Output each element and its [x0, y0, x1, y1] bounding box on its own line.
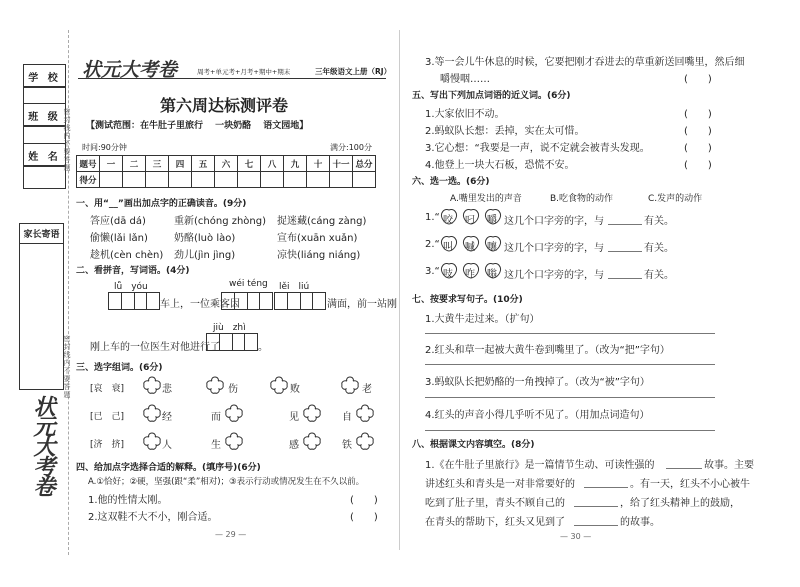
- test-scope: 【测试范围：在牛肚子里旅行 一块奶酪 语文园地】: [86, 121, 309, 131]
- q7-answer-line[interactable]: [425, 430, 715, 431]
- q1-item[interactable]: 捉迷藏(cáng zàng): [277, 216, 367, 227]
- q8-answer-blank[interactable]: [666, 468, 702, 469]
- q8-answer-blank[interactable]: [574, 525, 618, 526]
- q6-answer-blank[interactable]: [608, 278, 642, 279]
- name-field[interactable]: [23, 165, 66, 189]
- header-subtitle: 周考+单元考+月考+期中+期末: [197, 68, 291, 76]
- q6-option: A.嘴里发出的声音: [450, 194, 522, 204]
- flower-blank[interactable]: [302, 404, 322, 422]
- q8-text: 的故事。: [620, 517, 660, 528]
- q6-answer-blank[interactable]: [608, 251, 642, 252]
- q6-row-tail: 有关。: [644, 216, 674, 227]
- score-cell: 二: [123, 156, 146, 172]
- score-cell: 总分: [353, 156, 376, 172]
- q5-item: 1.大家依旧不动。: [425, 109, 505, 120]
- sidebar-brand-logo: 状元大考卷: [30, 395, 56, 495]
- score-cell: 三: [146, 156, 169, 172]
- q8-text: 吃到了肚子里，青头不顾自己的: [425, 498, 565, 509]
- class-label: 班 级: [23, 103, 66, 127]
- q3-word: 老: [362, 384, 372, 395]
- q8-title: 八、根据课文内容填空。(8分): [412, 440, 535, 450]
- score-cell: 一: [100, 156, 123, 172]
- q3-word: 铁: [342, 440, 352, 451]
- score-cell: 题号: [77, 156, 100, 172]
- q8-answer-blank[interactable]: [584, 487, 628, 488]
- score-input[interactable]: [192, 172, 215, 188]
- flower-blank[interactable]: [302, 432, 322, 450]
- header-grade: 三年级语文上册（RJ）: [315, 67, 392, 76]
- score-input[interactable]: [261, 172, 284, 188]
- q3-word: 悲: [162, 384, 172, 395]
- q1-item[interactable]: 趁机(cèn chèn): [90, 250, 164, 261]
- q2-pinyin-3: lěi liú: [279, 282, 310, 292]
- q7-item: 3.蚂蚁队长把奶酪的一角拽掉了。（改为“被”字句）: [425, 377, 650, 388]
- q5-answer-paren[interactable]: ( ): [684, 126, 712, 137]
- score-row-label: 得分: [77, 172, 100, 188]
- q1-item[interactable]: 偷懒(lǎi lǎn): [90, 233, 148, 244]
- q7-answer-line[interactable]: [425, 397, 715, 398]
- q2-pinyin-4: jiù zhì: [213, 323, 246, 333]
- flower-blank[interactable]: [142, 376, 162, 394]
- score-cell: 六: [215, 156, 238, 172]
- score-cell: 十: [307, 156, 330, 172]
- q4-title: 四、给加点字选择合适的解释。(填序号)(6分): [76, 463, 261, 473]
- q2-sentence-3: 刚上车的一位医生对他进行了: [90, 342, 220, 353]
- q6-row-number: 1.“: [425, 212, 440, 223]
- q2-pinyin-2: wéi téng: [229, 279, 268, 289]
- q3-word: 经: [162, 412, 172, 423]
- q6-row-tail: 有关。: [644, 243, 674, 254]
- page-number-left: — 29 —: [215, 530, 247, 539]
- q7-title: 七、按要求写句子。(10分): [412, 295, 523, 305]
- q2-sentence-1: 车上，一位乘客因: [160, 299, 240, 310]
- q7-answer-line[interactable]: [425, 364, 715, 365]
- q8-answer-blank[interactable]: [574, 506, 618, 507]
- q5-title: 五、写出下列加点词语的近义词。(6分): [412, 91, 571, 101]
- q6-char: 嗡: [487, 269, 497, 280]
- flower-blank[interactable]: [355, 432, 375, 450]
- q2-writing-grid-4[interactable]: [206, 333, 258, 351]
- page-divider: [399, 30, 400, 550]
- q3-pair: [已 己]: [90, 412, 125, 422]
- parent-message-box[interactable]: [19, 223, 64, 390]
- q3-title: 三、选字组词。(6分): [76, 363, 163, 373]
- q3-word: 自: [342, 412, 352, 423]
- q4-item: 2.这双鞋不大不小，刚合适。: [88, 512, 218, 523]
- q6-char: 咋: [465, 269, 475, 280]
- score-input[interactable]: [284, 172, 307, 188]
- score-cell: 十一: [330, 156, 353, 172]
- score-cell: 五: [192, 156, 215, 172]
- score-input[interactable]: [215, 172, 238, 188]
- q8-text: 。有一天，红头不小心被牛: [630, 479, 750, 490]
- q1-item[interactable]: 劲儿(jìn jìng): [174, 250, 236, 261]
- q1-title: 一、用“__”画出加点字的正确读音。(9分): [76, 199, 247, 209]
- q8-text: 在青头的帮助下，红头又见到了: [425, 517, 565, 528]
- q2-writing-grid-3[interactable]: [274, 292, 326, 310]
- q5-item: 3.它心想：“我要是一声，说不定就会被青头发现。: [425, 143, 650, 154]
- q4-answer-paren[interactable]: ( ): [350, 495, 378, 506]
- score-input[interactable]: [330, 172, 353, 188]
- q5-item: 4.他登上一块大石板，恐慌不安。: [425, 160, 575, 171]
- q8-text: 1.《在牛肚子里旅行》是一篇情节生动、可读性强的: [425, 460, 655, 471]
- q3-word: 而: [211, 412, 221, 423]
- full-score: 满分:100分: [330, 143, 372, 152]
- page-number-right: — 30 —: [560, 532, 592, 541]
- q6-row-text: 这几个口字旁的字，与: [504, 243, 604, 254]
- q7-answer-line[interactable]: [425, 333, 715, 334]
- q1-item[interactable]: 奶酪(luò lào): [174, 233, 236, 244]
- score-cell: 八: [261, 156, 284, 172]
- q4-item-3: 3.等一会儿牛休息的时候，它要把刚才吞进去的草重新送回嘴里，然后细: [425, 57, 745, 68]
- q6-option: B.吃食物的动作: [550, 194, 614, 204]
- q5-item: 2.蚂蚁队长想：丢掉，实在太可惜。: [425, 126, 585, 137]
- score-input[interactable]: [100, 172, 123, 188]
- q3-word: 败: [290, 384, 300, 395]
- header-rule: [78, 78, 386, 79]
- q3-word: 伤: [228, 384, 238, 395]
- q6-row-text: 这几个口字旁的字，与: [504, 270, 604, 281]
- q1-item[interactable]: 凉快(liáng niáng): [277, 250, 361, 261]
- q7-item: 2.红头和草一起被大黄牛卷到嘴里了。（改为“把”字句）: [425, 345, 670, 356]
- q6-char: 嚼: [487, 215, 497, 226]
- q3-word: 感: [289, 440, 299, 451]
- flower-blank[interactable]: [142, 404, 162, 422]
- q8-text: 讲述红头和青头是一对非常要好的: [425, 479, 575, 490]
- q6-char: 喊: [465, 242, 475, 253]
- q2-sentence-2: 满面，前一站刚: [327, 299, 397, 310]
- page-title: 第六周达标测评卷: [160, 96, 289, 115]
- q6-char: 嚷: [487, 242, 497, 253]
- q3-pair: [哀 衰]: [90, 384, 125, 394]
- q6-title: 六、选一选。(6分): [412, 177, 490, 187]
- q2-pinyin-1: lǚ yóu: [114, 282, 148, 292]
- q4-item-3-cont: 嚼慢咽……: [440, 74, 490, 85]
- q7-item: 1.大黄牛走过来。（扩句）: [425, 314, 540, 325]
- q6-char: 叫: [443, 242, 453, 253]
- q2-title: 二、看拼音，写词语。(4分): [76, 266, 190, 276]
- q5-answer-paren[interactable]: ( ): [684, 109, 712, 120]
- q3-word: 生: [211, 440, 221, 451]
- q4-item: 1.他的性情太刚。: [88, 495, 168, 506]
- q5-answer-paren[interactable]: ( ): [684, 143, 712, 154]
- q6-answer-blank[interactable]: [608, 224, 642, 225]
- q8-text: 故事。主要: [704, 460, 754, 471]
- score-input[interactable]: [353, 172, 376, 188]
- q6-char: 咬: [443, 215, 453, 226]
- q5-answer-paren[interactable]: ( ): [684, 160, 712, 171]
- q2-sentence-4: 。: [258, 342, 268, 353]
- flower-blank[interactable]: [269, 376, 289, 394]
- score-input[interactable]: [169, 172, 192, 188]
- score-table-score-row: [77, 172, 376, 188]
- q4-definitions: A.①恰好；②硬，坚强(跟“柔”相对)；③表示行动或情况发生在不久以前。: [88, 477, 365, 487]
- q4-answer-paren[interactable]: ( ): [350, 512, 378, 523]
- q7-item: 4.红头的声音小得几乎听不见了。（用加点词造句）: [425, 410, 650, 421]
- q3-pair: [济 挤]: [90, 440, 125, 450]
- school-label: 学 校: [23, 64, 66, 88]
- score-cell: 四: [169, 156, 192, 172]
- binding-note-bottom: 密封线内不要答题: [63, 335, 71, 399]
- q6-row-number: 3.“: [425, 266, 440, 277]
- q3-word: 见: [289, 412, 299, 423]
- q3-word: 人: [162, 440, 172, 451]
- score-input[interactable]: [307, 172, 330, 188]
- flower-blank[interactable]: [340, 376, 360, 394]
- q6-row-number: 2.“: [425, 239, 440, 250]
- q1-item[interactable]: 重新(chóng zhòng): [174, 216, 267, 227]
- flower-blank[interactable]: [224, 432, 244, 450]
- q4-answer-paren[interactable]: ( ): [684, 74, 712, 85]
- time-limit: 时间:90分钟: [82, 143, 127, 152]
- q2-writing-grid-1[interactable]: [108, 292, 160, 310]
- q6-row-tail: 有关。: [644, 270, 674, 281]
- q6-option: C.发声的动作: [648, 194, 703, 204]
- q2-writing-grid-2[interactable]: [221, 292, 273, 310]
- q1-item[interactable]: 宣布(xuān xuǎn): [277, 233, 358, 244]
- score-cell: 七: [238, 156, 261, 172]
- q8-text: ，给了红头精神上的鼓励，: [620, 498, 740, 509]
- binding-note-top: 密封线内不要答题: [63, 108, 71, 172]
- flower-blank[interactable]: [224, 404, 244, 422]
- flower-blank[interactable]: [355, 404, 375, 422]
- score-table: [76, 155, 376, 188]
- flower-blank[interactable]: [205, 376, 225, 394]
- score-input[interactable]: [238, 172, 261, 188]
- parent-message-label: 家长寄语: [20, 224, 63, 244]
- score-input[interactable]: [146, 172, 169, 188]
- header-brand-logo: 状元大考卷: [82, 59, 178, 81]
- q6-char: 叼: [465, 215, 475, 226]
- flower-blank[interactable]: [142, 432, 162, 450]
- q6-char: 吱: [443, 269, 453, 280]
- score-table-header-row: [77, 156, 376, 172]
- name-label: 姓 名: [23, 143, 66, 167]
- score-cell: 九: [284, 156, 307, 172]
- q6-row-text: 这几个口字旁的字，与: [504, 216, 604, 227]
- q1-item[interactable]: 答应(dā dá): [90, 216, 146, 227]
- score-input[interactable]: [123, 172, 146, 188]
